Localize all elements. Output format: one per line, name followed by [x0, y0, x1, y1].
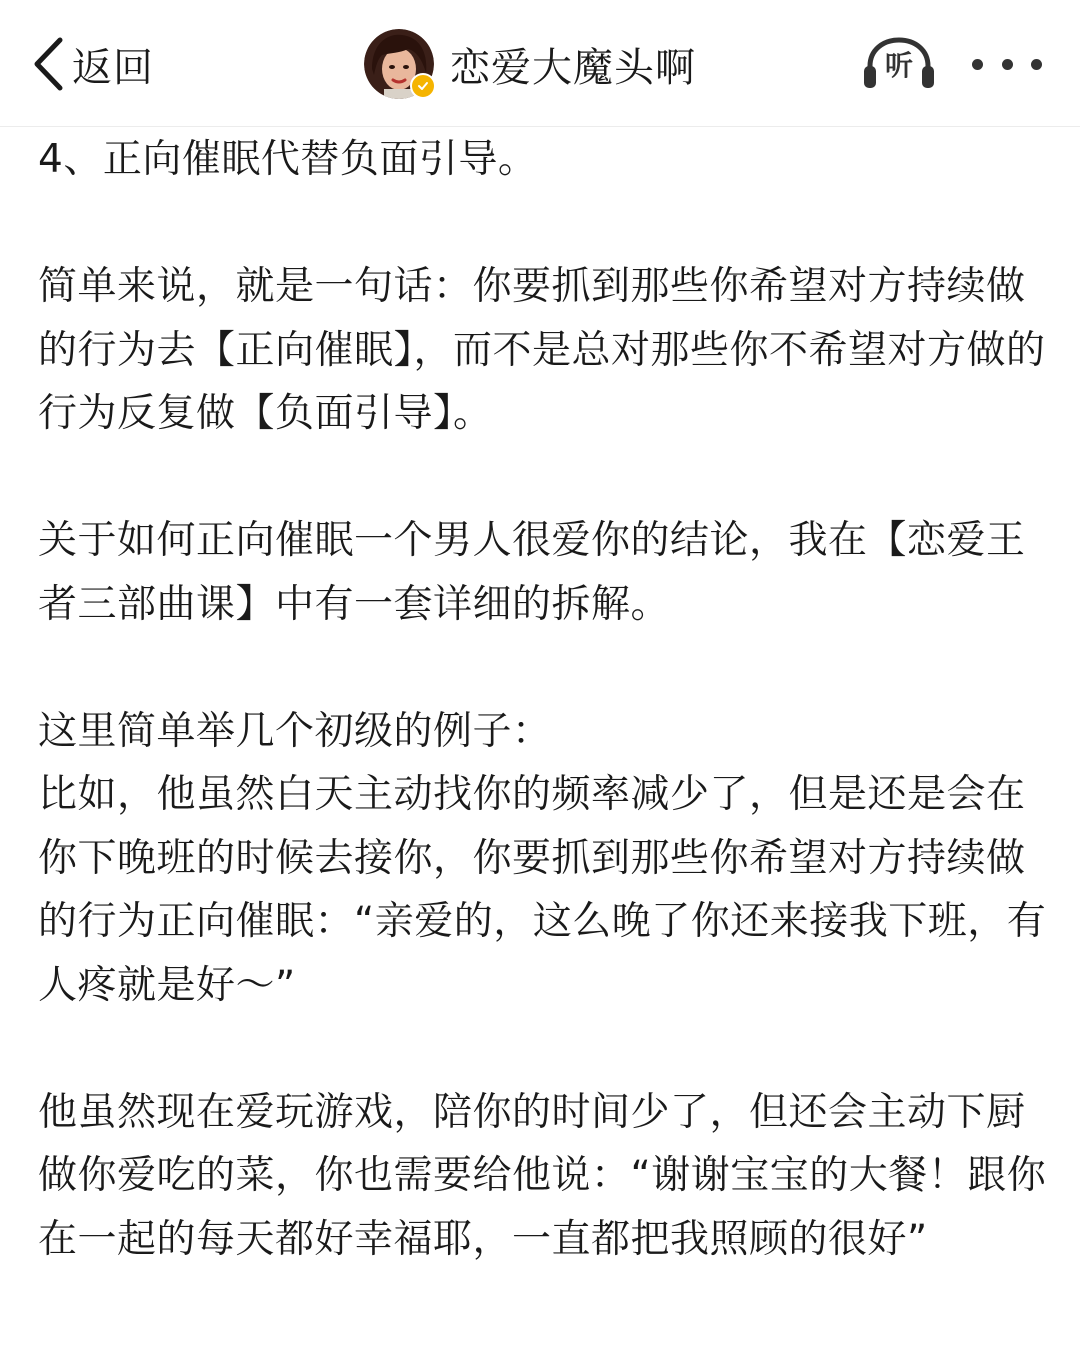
article-paragraph: 关于如何正向催眠一个男人很爱你的结论，我在【恋爱王者三部曲课】中有一套详细的拆解。: [38, 518, 1026, 627]
article-paragraph: 简单来说，就是一句话：你要抓到那些你希望对方持续做的行为去【正向催眠】，而不是总对那些你不希望对方做的行为反复做【负面引导】。: [38, 264, 1046, 436]
avatar[interactable]: [364, 29, 434, 99]
article-paragraph: 他虽然现在爱玩游戏，陪你的时间少了，但还会主动下厨做你爱吃的菜，你也需要给他说：“谢谢宝宝的大餐！跟你在一起的每天都好幸福耶，一直都把我照顾的很好”: [38, 1089, 1047, 1262]
article-paragraph: 这里简单举几个初级的例子：: [38, 708, 552, 754]
more-button[interactable]: [972, 44, 1042, 84]
paragraph-spacer: [38, 192, 1048, 256]
paragraph-spacer: [38, 446, 1048, 510]
article-paragraph: 比如，他虽然白天主动找你的频率减少了，但是还是会在你下晚班的时候去接你，你要抓到那些你希望对方持续做的行为正向催眠：“亲爱的，这么晚了你还来接我下班，有人疼就是好～”: [38, 772, 1047, 1008]
author-info[interactable]: [364, 28, 696, 100]
chevron-left-icon: [30, 36, 66, 92]
article-body: [38, 128, 1048, 1271]
more-dot: [1002, 59, 1013, 70]
paragraph-spacer: [38, 1017, 1048, 1081]
listen-label: 听: [884, 49, 913, 82]
paragraph-spacer: [38, 636, 1048, 700]
more-dot: [1031, 59, 1042, 70]
back-label: 返回: [72, 44, 154, 91]
more-dots-icon: [972, 59, 983, 70]
back-button[interactable]: [30, 30, 154, 98]
article-paragraph: 4、正向催眠代替负面引导。: [38, 137, 538, 182]
top-bar: [0, 0, 1080, 127]
listen-button[interactable]: [862, 36, 936, 92]
verified-badge-icon: [410, 73, 436, 99]
author-name[interactable]: 恋爱大魔头啊: [450, 44, 696, 91]
